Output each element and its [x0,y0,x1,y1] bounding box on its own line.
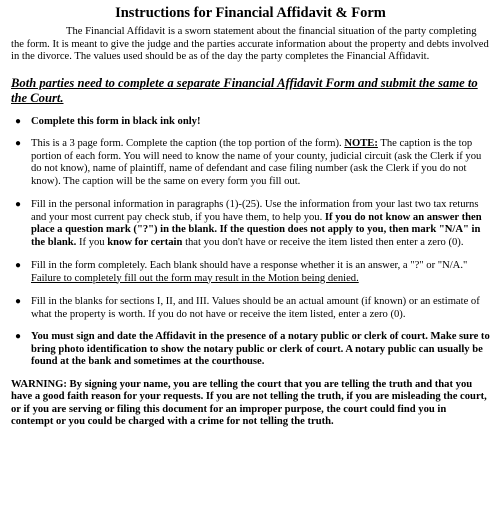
instruction-list [11,116,490,369]
bullet-icon: ● [15,115,22,127]
bullet-icon: ● [15,296,22,307]
intro-paragraph: The Financial Affidavit is a sworn statement about the financial situation of the party completing the form. It is meant to give the judge and the parties accurate information about the property and debts involved in the divorce. The values used should be as of the day the party completes the Financial Affidavit. [11,26,489,62]
list-item [11,296,490,321]
caption-details: The caption is the top portion of each form. You will need to know the name of your county, judicial circuit (ask the Clerk if you do not know), name of plaintiff, name of defendant and case filing number (ask the Clerk if you do not know). The caption will be the same on every form you fill out. [31,138,482,187]
page-title: Instructions for Financial Affidavit & Form [115,5,386,21]
list-item [11,260,490,285]
list-item [11,138,490,188]
list-item [11,199,490,249]
list-item [11,116,490,129]
zero-instruction-end: that you don't have or receive the item listed then enter a zero (0). [185,236,464,248]
notary-instruction: You must sign and date the Affidavit in the presence of a notary public or clerk of court. Make sure to bring photo identification to show the notary public or clerk of court. A notary public can usually be found at the bank and sometimes at the courthouse. [31,331,490,367]
note-label: NOTE: [344,138,378,149]
section-heading: Both parties need to complete a separate Financial Affidavit Form and submit the same to the Court. [11,75,478,105]
bullet-icon: ● [15,260,22,271]
bullet-icon: ● [15,138,22,149]
personal-info-instruction: Fill in the personal information in paragraphs (1)-(25). Use the information from your last two tax returns and your most current pay check stub, if you have them, to help you. [31,199,479,223]
unknown-answer-instruction: If you do not know an answer then place a question mark ("?") in the blank. If the question does not apply to you, then mark "N/A" in the blank. [31,211,482,248]
list-item [11,331,490,369]
sections-instruction: Fill in the blanks for sections I, II, and III. Values should be an actual amount (if known) or an estimate of what the property is worth. If you do not have or receive the item listed, enter a zero (0). [31,296,480,320]
know-for-certain: know for certain [107,236,183,248]
bullet-icon: ● [15,199,22,210]
zero-instruction-start: If you [79,236,105,248]
complete-form-instruction: Fill in the form completely. Each blank should have a response whether it is an answer, a "?" or "N/A." [31,260,468,271]
caption-instruction: This is a 3 page form. Complete the caption (the top portion of the form). [31,138,342,149]
bullet-icon: ● [15,331,22,342]
denial-warning: Failure to completely fill out the form may result in the Motion being denied. [31,272,359,284]
ink-instruction: Complete this form in black ink only! [31,115,201,127]
warning-paragraph: WARNING: By signing your name, you are telling the court that you are telling the truth and that you have a good faith reason for your requests. If you are not telling the truth, if you are misleading the court, or if you are serving or filing this document for an improper purpose, the court could find you in contempt or you could be charged with a crime for not telling the truth. [11,378,487,427]
